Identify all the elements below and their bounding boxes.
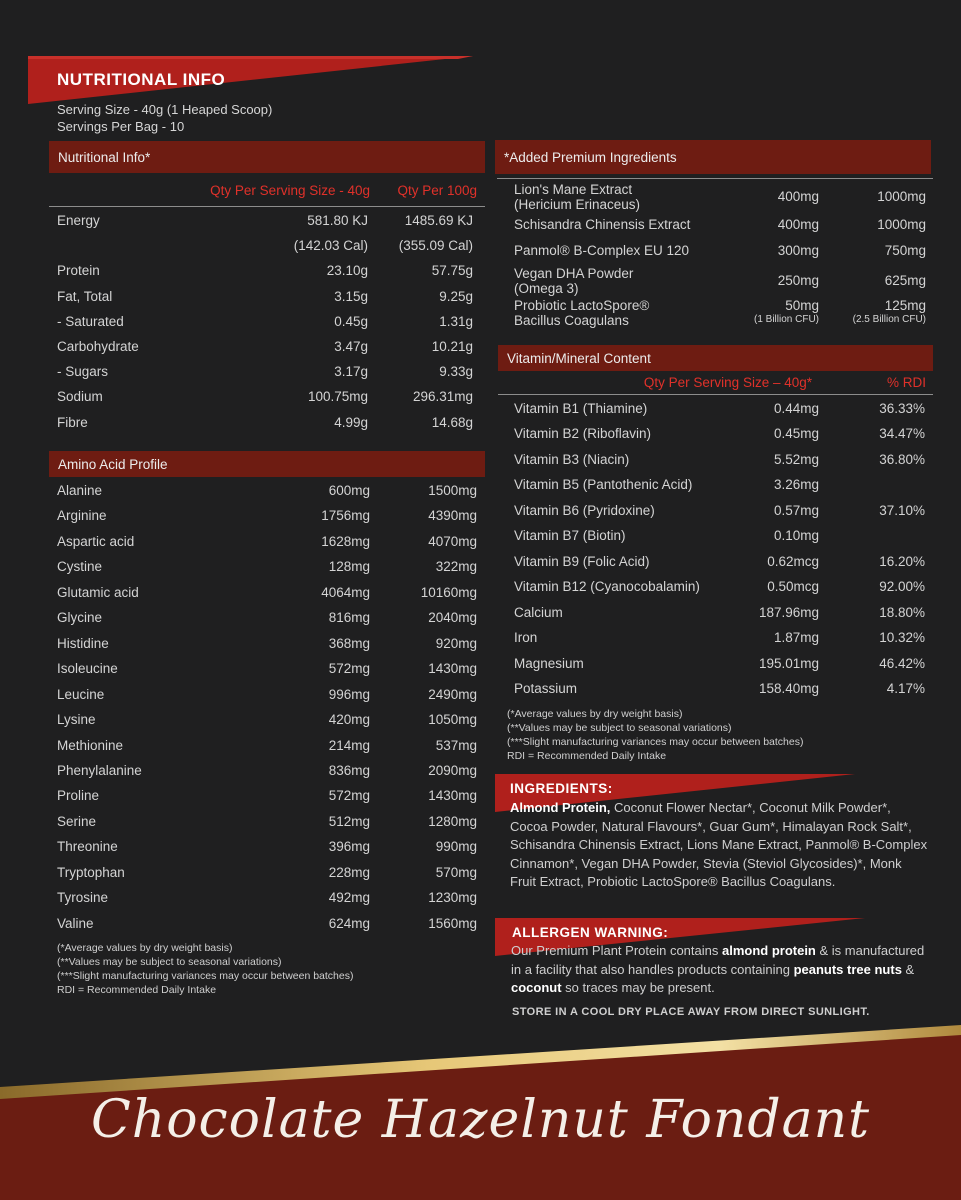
- vitamin-row: [498, 605, 933, 625]
- footnote-line: RDI = Recommended Daily Intake: [57, 984, 217, 996]
- amino-row-value-2: 1280mg: [428, 813, 477, 829]
- nutrition-row: [49, 339, 485, 359]
- vitamin-row: [498, 477, 933, 497]
- nutrition-row: [49, 213, 485, 233]
- premium-row-label-line: Bacillus Coagulans: [514, 313, 629, 328]
- premium-row-label: [514, 266, 633, 296]
- page-title: NUTRITIONAL INFO: [57, 70, 226, 89]
- amino-row-label: Isoleucine: [57, 661, 118, 677]
- amino-bar: Amino Acid Profile: [49, 451, 485, 477]
- amino-row-label: Proline: [57, 788, 100, 804]
- vitamin-bar: Vitamin/Mineral Content: [498, 345, 933, 371]
- nutrition-row-value-1: 3.15g: [334, 288, 368, 304]
- amino-row: [49, 712, 485, 732]
- nutrition-row: [49, 263, 485, 283]
- premium-row-label-line: Vegan DHA Powder: [514, 266, 634, 281]
- amino-row-label: Aspartic acid: [57, 533, 135, 549]
- amino-row: [49, 534, 485, 554]
- amino-row-value-1: 4064mg: [321, 584, 370, 600]
- vitamin-row-value-1: 0.62mcg: [767, 553, 819, 569]
- vitamin-row-value-2: 10.32%: [879, 630, 925, 646]
- allergen-text-2: & is manufactured in a facility that also handles products containing: [511, 943, 925, 977]
- ingredients-text: [510, 799, 930, 892]
- vitamin-row: [498, 630, 933, 650]
- nutrition-row-value-2: (355.09 Cal): [398, 238, 473, 254]
- premium-row-value-2: 625mg: [884, 273, 926, 288]
- amino-row-value-2: 537mg: [435, 737, 477, 753]
- vitamin-row-value-1: 0.10mg: [773, 528, 819, 544]
- amino-row-label: Threonine: [57, 839, 118, 855]
- vitamin-row-value-2: 37.10%: [879, 502, 925, 518]
- storage-instructions: STORE IN A COOL DRY PLACE AWAY FROM DIRECT SUNLIGHT.: [512, 1006, 870, 1018]
- vitamin-row-label: Calcium: [514, 604, 563, 620]
- vitamin-row-value-1: 0.50mcg: [767, 579, 819, 595]
- nutrition-row-value-2: 1.31g: [439, 313, 473, 329]
- amino-row: [49, 763, 485, 783]
- amino-row-label: Alanine: [57, 483, 103, 498]
- amino-row-label: Valine: [57, 915, 94, 931]
- footnote-line: (*Average values by dry weight basis): [507, 708, 683, 720]
- vitamin-col2-header: % RDI: [886, 375, 926, 390]
- amino-row-label: Serine: [57, 813, 97, 829]
- amino-row-label: Glutamic acid: [57, 584, 139, 600]
- nutrition-row-label: - Saturated: [57, 313, 124, 329]
- nutrition-row-label: Protein: [57, 263, 100, 279]
- amino-row-value-1: 512mg: [328, 813, 370, 829]
- amino-row-value-2: 4070mg: [428, 533, 477, 549]
- premium-row-sub-2: (2.5 Billion CFU): [852, 314, 926, 325]
- amino-row-value-2: 1560mg: [428, 915, 477, 931]
- amino-row: [49, 483, 485, 503]
- vitamin-row-label: Iron: [514, 630, 538, 646]
- nutrition-row-value-2: 10.21g: [431, 339, 473, 354]
- amino-row: [49, 865, 485, 885]
- vitamin-row-value-2: 92.00%: [879, 579, 925, 595]
- premium-row-label: [514, 217, 690, 232]
- vitamin-row-value-1: 0.44mg: [773, 401, 819, 416]
- nutrition-row-value-2: 14.68g: [431, 414, 473, 430]
- amino-row: [49, 839, 485, 859]
- nutrition-row: [49, 238, 485, 258]
- amino-row: [49, 610, 485, 630]
- nutrition-row-value-1: 0.45g: [334, 313, 368, 329]
- amino-row-value-1: 492mg: [328, 890, 370, 906]
- amino-row: [49, 788, 485, 808]
- allergen-peanuts: peanuts: [793, 961, 844, 977]
- amino-row-value-1: 1756mg: [321, 508, 370, 524]
- amino-row-label: Histidine: [57, 635, 109, 651]
- premium-row-value-1: 400mg: [777, 189, 819, 204]
- premium-row-label-line: Lion's Mane Extract: [514, 182, 633, 197]
- vitamin-row-value-2: 16.20%: [879, 553, 925, 569]
- allergen-text-1: Our Premium Plant Protein contains: [511, 943, 722, 958]
- premium-row: [514, 266, 926, 296]
- amino-row-value-1: 816mg: [328, 610, 370, 626]
- premium-row-sub-1: (1 Billion CFU): [753, 314, 819, 325]
- vitamin-row-value-1: 5.52mg: [773, 451, 819, 467]
- nutrition-row-value-1: 581.80 KJ: [307, 213, 368, 228]
- amino-row-label: Glycine: [57, 610, 103, 626]
- footnote-line: (**Values may be subject to seasonal variations): [507, 722, 732, 734]
- premium-row-label-line: Probiotic LactoSpore®: [514, 298, 650, 313]
- nutrition-col1-header: Qty Per Serving Size - 40g: [210, 183, 370, 198]
- amino-row-value-1: 420mg: [328, 712, 370, 728]
- nutrition-row-label: Sodium: [57, 389, 103, 405]
- premium-row-label-line: Schisandra Chinensis Extract: [514, 217, 691, 232]
- nutrition-row: [49, 314, 485, 334]
- vitamin-row: [498, 503, 933, 523]
- nutrition-row-value-2: 57.75g: [431, 263, 473, 279]
- amino-row: [49, 916, 485, 936]
- serving-size: Serving Size - 40g (1 Heaped Scoop): [57, 102, 273, 117]
- premium-row-label-line: Panmol® B-Complex EU 120: [514, 243, 690, 258]
- amino-row-value-1: 624mg: [328, 915, 370, 931]
- amino-row-value-2: 4390mg: [428, 508, 477, 524]
- amino-row-value-2: 570mg: [435, 864, 477, 880]
- premium-row-value-2: 1000mg: [877, 189, 926, 204]
- nutrition-rule: [49, 206, 485, 207]
- vitamin-row-value-2: 36.33%: [879, 401, 925, 416]
- nutrition-row-value-1: 23.10g: [326, 263, 368, 279]
- premium-row-label: [514, 298, 649, 328]
- nutrition-row: [49, 289, 485, 309]
- allergen-tree-nuts: tree nuts: [847, 961, 902, 977]
- vitamin-row-label: Potassium: [514, 680, 578, 696]
- amino-row: [49, 814, 485, 834]
- amino-row-value-1: 128mg: [328, 559, 370, 575]
- amino-row-value-1: 996mg: [328, 686, 370, 702]
- amino-row-value-2: 10160mg: [420, 584, 477, 600]
- vitamin-row-value-1: 0.45mg: [773, 426, 819, 442]
- amino-row: [49, 508, 485, 528]
- amino-row-value-2: 1230mg: [428, 890, 477, 906]
- vitamin-row-value-1: 0.57mg: [773, 502, 819, 518]
- footnote-line: RDI = Recommended Daily Intake: [507, 750, 667, 762]
- nutrition-row-value-2: 9.33g: [439, 364, 473, 380]
- nutrition-row-value-2: 1485.69 KJ: [404, 213, 473, 228]
- amino-row-value-2: 2090mg: [428, 762, 477, 778]
- amino-row: [49, 559, 485, 579]
- nutrition-row: [49, 389, 485, 409]
- footnote-line: (*Average values by dry weight basis): [57, 942, 233, 954]
- nutrition-row-label: - Sugars: [57, 364, 109, 380]
- amino-row: [49, 661, 485, 681]
- allergen-coconut: coconut: [511, 980, 562, 995]
- vitamin-row: [498, 528, 933, 548]
- vitamin-row-label: Vitamin B7 (Biotin): [514, 528, 626, 544]
- premium-row: [514, 298, 926, 328]
- nutrition-row-label: Carbohydrate: [57, 339, 139, 354]
- vitamin-row-label: Vitamin B5 (Pantothenic Acid): [514, 477, 693, 493]
- allergen-text: [511, 942, 936, 998]
- ingredients-title: INGREDIENTS:: [510, 781, 613, 796]
- vitamin-row-value-1: 3.26mg: [773, 477, 819, 493]
- nutrition-row-value-1: 4.99g: [334, 414, 368, 430]
- nutrition-row-label: Fibre: [57, 414, 88, 430]
- vitamin-row-value-2: 4.17%: [886, 680, 925, 696]
- nutrition-row-value-1: 3.47g: [334, 339, 368, 354]
- nutrition-row-value-1: 100.75mg: [307, 389, 368, 405]
- premium-bar: *Added Premium Ingredients: [495, 140, 931, 174]
- amino-row-label: Cystine: [57, 559, 103, 575]
- footnote-line: (***Slight manufacturing variances may occur between batches): [57, 970, 354, 982]
- ingredients-lead: Almond Protein,: [510, 800, 611, 815]
- nutrition-row-label: Energy: [57, 213, 100, 228]
- vitamin-row: [498, 656, 933, 676]
- footnote-line: (**Values may be subject to seasonal variations): [57, 956, 282, 968]
- nutrition-row-value-2: 296.31mg: [412, 389, 473, 405]
- amino-row-value-2: 1430mg: [428, 788, 477, 804]
- amino-row-label: Leucine: [57, 686, 105, 702]
- servings-per-bag: Servings Per Bag - 10: [57, 119, 185, 134]
- vitamin-row: [498, 401, 933, 421]
- nutrition-row-value-1: 3.17g: [334, 364, 368, 380]
- amino-row: [49, 738, 485, 758]
- premium-row-value-1: 250mg: [777, 273, 819, 288]
- amino-row-value-2: 322mg: [435, 559, 477, 575]
- nutrition-row-value-1: (142.03 Cal): [293, 238, 368, 254]
- vitamin-row-label: Magnesium: [514, 655, 584, 671]
- premium-row-value-2: 750mg: [884, 243, 926, 258]
- footnote-line: (***Slight manufacturing variances may occur between batches): [507, 736, 804, 748]
- amino-row-label: Lysine: [57, 712, 96, 728]
- amino-row-value-1: 600mg: [328, 483, 370, 498]
- vitamin-row-value-1: 187.96mg: [758, 604, 819, 620]
- vitamin-col1-header: Qty Per Serving Size – 40g*: [643, 375, 812, 390]
- amino-row-label: Tyrosine: [57, 890, 109, 906]
- vitamin-row-value-1: 195.01mg: [758, 655, 819, 671]
- amino-row-label: Phenylalanine: [57, 762, 142, 778]
- vitamin-row-label: Vitamin B3 (Niacin): [514, 451, 630, 467]
- amino-row-value-2: 1500mg: [428, 483, 477, 498]
- flavour-name: Chocolate Hazelnut Fondant: [90, 1090, 871, 1150]
- amino-row: [49, 890, 485, 910]
- vitamin-row-label: Vitamin B9 (Folic Acid): [514, 553, 650, 569]
- vitamin-row-label: Vitamin B1 (Thiamine): [514, 401, 648, 416]
- nutrition-col2-header: Qty Per 100g: [397, 183, 477, 198]
- amino-row-label: Tryptophan: [57, 864, 125, 880]
- amino-row: [49, 636, 485, 656]
- premium-row-value-1: 300mg: [777, 243, 819, 258]
- amino-row-value-1: 214mg: [328, 737, 370, 753]
- amino-row-value-2: 2040mg: [428, 610, 477, 626]
- amino-row-value-1: 572mg: [328, 788, 370, 804]
- vitamin-row-label: Vitamin B12 (Cyanocobalamin): [514, 579, 700, 595]
- amino-row-value-2: 2490mg: [428, 686, 477, 702]
- vitamin-row-value-2: 36.80%: [879, 451, 925, 467]
- allergen-text-4: &: [901, 961, 915, 977]
- amino-row-value-2: 990mg: [435, 839, 477, 855]
- allergen-title: ALLERGEN WARNING:: [512, 925, 669, 940]
- vitamin-rule: [498, 394, 933, 395]
- premium-row-value-2: 125mg: [884, 298, 926, 313]
- amino-row-value-2: 920mg: [435, 635, 477, 651]
- amino-row-value-1: 396mg: [328, 839, 370, 855]
- premium-row-label: [514, 243, 689, 258]
- amino-row-value-1: 1628mg: [321, 533, 370, 549]
- amino-row-value-1: 836mg: [328, 762, 370, 778]
- allergen-text-5: so traces may be present.: [561, 980, 715, 995]
- amino-row-value-2: 1050mg: [428, 712, 477, 728]
- premium-row-value-2: 1000mg: [877, 217, 926, 232]
- vitamin-row: [498, 681, 933, 701]
- vitamin-row: [498, 554, 933, 574]
- premium-rule: [497, 178, 933, 179]
- vitamin-row: [498, 452, 933, 472]
- amino-row-value-1: 572mg: [328, 661, 370, 677]
- vitamin-row-value-1: 158.40mg: [758, 680, 819, 696]
- vitamin-row: [498, 426, 933, 446]
- vitamin-row: [498, 579, 933, 599]
- nutrition-row-label: Fat, Total: [57, 288, 113, 304]
- premium-row-label-line: (Hericium Erinaceus): [514, 197, 641, 212]
- vitamin-row-value-2: 18.80%: [879, 604, 925, 620]
- amino-row-value-1: 228mg: [328, 864, 370, 880]
- premium-row-label-line: (Omega 3): [514, 281, 579, 296]
- nutrition-row-value-2: 9.25g: [439, 288, 473, 304]
- premium-row-label: [514, 182, 640, 212]
- vitamin-row-value-1: 1.87mg: [773, 630, 819, 646]
- premium-row-value-1: 50mg: [785, 298, 819, 313]
- nutrition-row: [49, 415, 485, 435]
- amino-row-label: Methionine: [57, 737, 124, 753]
- vitamin-row-value-2: 46.42%: [879, 655, 925, 671]
- amino-row-label: Arginine: [57, 508, 107, 524]
- amino-row: [49, 585, 485, 605]
- amino-row-value-2: 1430mg: [428, 661, 477, 677]
- amino-row-value-1: 368mg: [328, 635, 370, 651]
- nutrition-row: [49, 364, 485, 384]
- nutrition-bar: Nutritional Info*: [49, 141, 485, 173]
- vitamin-row-value-2: 34.47%: [879, 426, 925, 442]
- premium-row: [514, 182, 926, 212]
- vitamin-row-label: Vitamin B2 (Riboflavin): [514, 426, 652, 442]
- allergen-almond: almond protein: [721, 943, 816, 958]
- ingredients-list: Coconut Flower Nectar*, Coconut Milk Powder*, Cocoa Powder, Natural Flavours*, Guar Gum*, Himalayan Rock Salt*, Schisandra Chinensis Extract, Lions Mane Extract, Panmol® B-Complex Cinnamon*, Vegan DHA Powder, Stevia (Steviol Glycosides)*, Monk Fruit Extract, Probiotic LactoSpore® Bacillus Coagulans.: [510, 800, 928, 889]
- amino-row: [49, 687, 485, 707]
- premium-row-value-1: 400mg: [777, 217, 819, 232]
- vitamin-row-label: Vitamin B6 (Pyridoxine): [514, 502, 655, 518]
